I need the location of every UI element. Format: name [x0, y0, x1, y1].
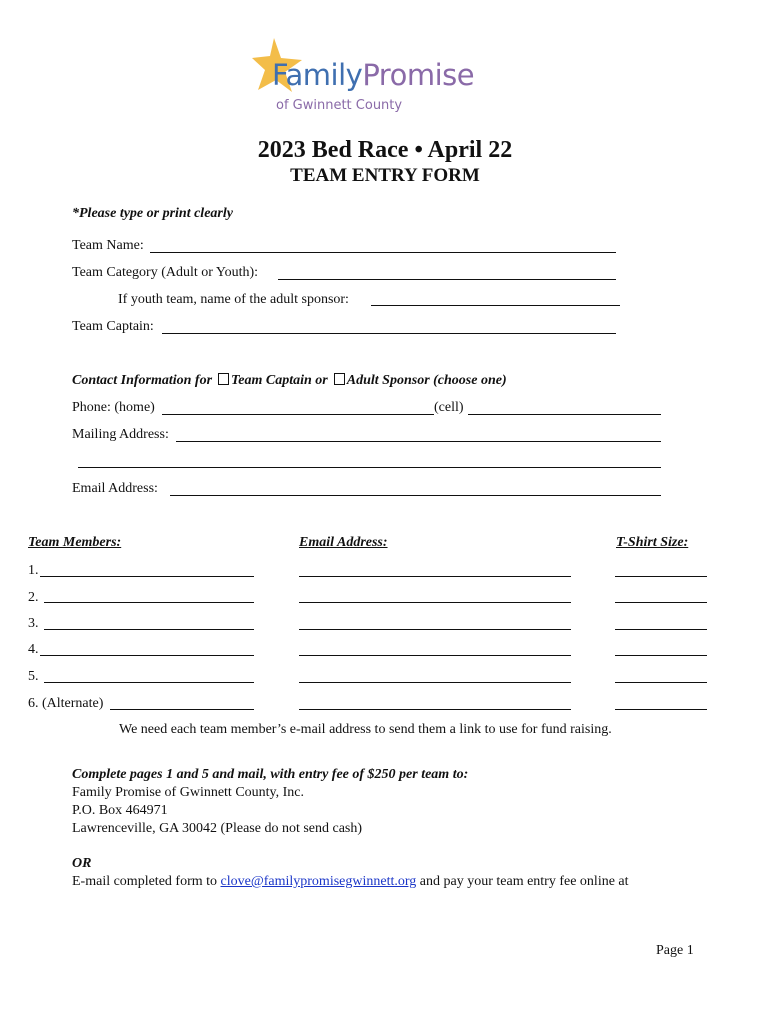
- mailing-line-2: P.O. Box 464971: [72, 803, 168, 818]
- mailing-line-1: Family Promise of Gwinnett County, Inc.: [72, 785, 305, 800]
- member-email-field[interactable]: [299, 682, 571, 683]
- member-tshirt-field[interactable]: [615, 576, 707, 577]
- contact-prefix: Contact Information for: [72, 373, 213, 388]
- contact-email-link[interactable]: clove@familypromisegwinnett.org: [220, 874, 417, 889]
- mailing-address-label: Mailing Address:: [72, 427, 169, 442]
- team-category-field[interactable]: [278, 279, 616, 280]
- member-name-field[interactable]: [40, 655, 254, 656]
- member-tshirt-field[interactable]: [615, 682, 707, 683]
- team-captain-option-label: Team Captain or: [231, 373, 328, 388]
- member-row-label: 4.: [28, 642, 39, 657]
- phone-cell-field[interactable]: [468, 414, 661, 415]
- member-row-label: 1.: [28, 563, 39, 578]
- adult-sponsor-checkbox[interactable]: [334, 373, 345, 385]
- youth-sponsor-field[interactable]: [371, 305, 620, 306]
- adult-sponsor-option-label: Adult Sponsor (choose one): [346, 373, 507, 388]
- member-email-field[interactable]: [299, 576, 571, 577]
- member-row-label: 3.: [28, 616, 39, 631]
- phone-home-label: Phone: (home): [72, 400, 155, 415]
- logo-promise-text: Promise: [362, 58, 475, 92]
- team-name-field[interactable]: [150, 252, 616, 253]
- member-email-field[interactable]: [299, 709, 571, 710]
- page-title: 2023 Bed Race • April 22: [257, 137, 513, 163]
- mailing-heading: Complete pages 1 and 5 and mail, with entry fee of $250 per team to:: [72, 767, 469, 782]
- team-name-label: Team Name:: [72, 238, 144, 253]
- logo-subtitle: of Gwinnett County: [276, 98, 403, 113]
- email-instruction-suffix: and pay your team entry fee online at: [419, 874, 629, 889]
- tshirt-size-header: T-Shirt Size:: [616, 535, 689, 550]
- team-captain-label: Team Captain:: [72, 319, 154, 334]
- organization-logo: [250, 36, 530, 118]
- member-row-label: 5.: [28, 669, 39, 684]
- member-tshirt-field[interactable]: [615, 709, 707, 710]
- member-email-field[interactable]: [299, 629, 571, 630]
- mailing-address-field-2[interactable]: [78, 467, 661, 468]
- member-name-field[interactable]: [40, 576, 254, 577]
- mailing-address-field[interactable]: [176, 441, 661, 442]
- logo-wordmark: [272, 58, 474, 92]
- email-instruction-line: [72, 874, 629, 890]
- email-address-label: Email Address:: [72, 481, 158, 496]
- page-number: Page 1: [656, 943, 694, 958]
- form-title: TEAM ENTRY FORM: [290, 165, 480, 186]
- member-tshirt-field[interactable]: [615, 629, 707, 630]
- phone-cell-label: (cell): [434, 400, 464, 415]
- logo-family-text: Family: [272, 58, 363, 92]
- email-address-field[interactable]: [170, 495, 661, 496]
- member-email-field[interactable]: [299, 602, 571, 603]
- member-row-label: 6. (Alternate): [28, 696, 104, 711]
- or-label: OR: [72, 856, 92, 871]
- member-email-field[interactable]: [299, 655, 571, 656]
- member-name-field[interactable]: [44, 629, 254, 630]
- team-captain-field[interactable]: [162, 333, 616, 334]
- member-name-field[interactable]: [110, 709, 254, 710]
- youth-sponsor-label: If youth team, name of the adult sponsor:: [118, 292, 349, 307]
- member-tshirt-field[interactable]: [615, 655, 707, 656]
- team-captain-checkbox[interactable]: [218, 373, 229, 385]
- member-name-field[interactable]: [44, 602, 254, 603]
- member-tshirt-field[interactable]: [615, 602, 707, 603]
- team-members-header: Team Members:: [28, 535, 122, 550]
- mailing-line-3: Lawrenceville, GA 30042 (Please do not send cash): [72, 821, 363, 836]
- contact-info-line: [72, 373, 507, 389]
- email-address-header: Email Address:: [299, 535, 388, 550]
- email-instruction-prefix: E-mail completed form to: [72, 874, 218, 889]
- phone-home-field[interactable]: [162, 414, 434, 415]
- email-note: We need each team member’s e-mail address to send them a link to use for fund raising.: [119, 722, 612, 737]
- member-row-label: 2.: [28, 590, 39, 605]
- instruction-text: *Please type or print clearly: [72, 206, 233, 221]
- member-name-field[interactable]: [44, 682, 254, 683]
- team-category-label: Team Category (Adult or Youth):: [72, 265, 259, 280]
